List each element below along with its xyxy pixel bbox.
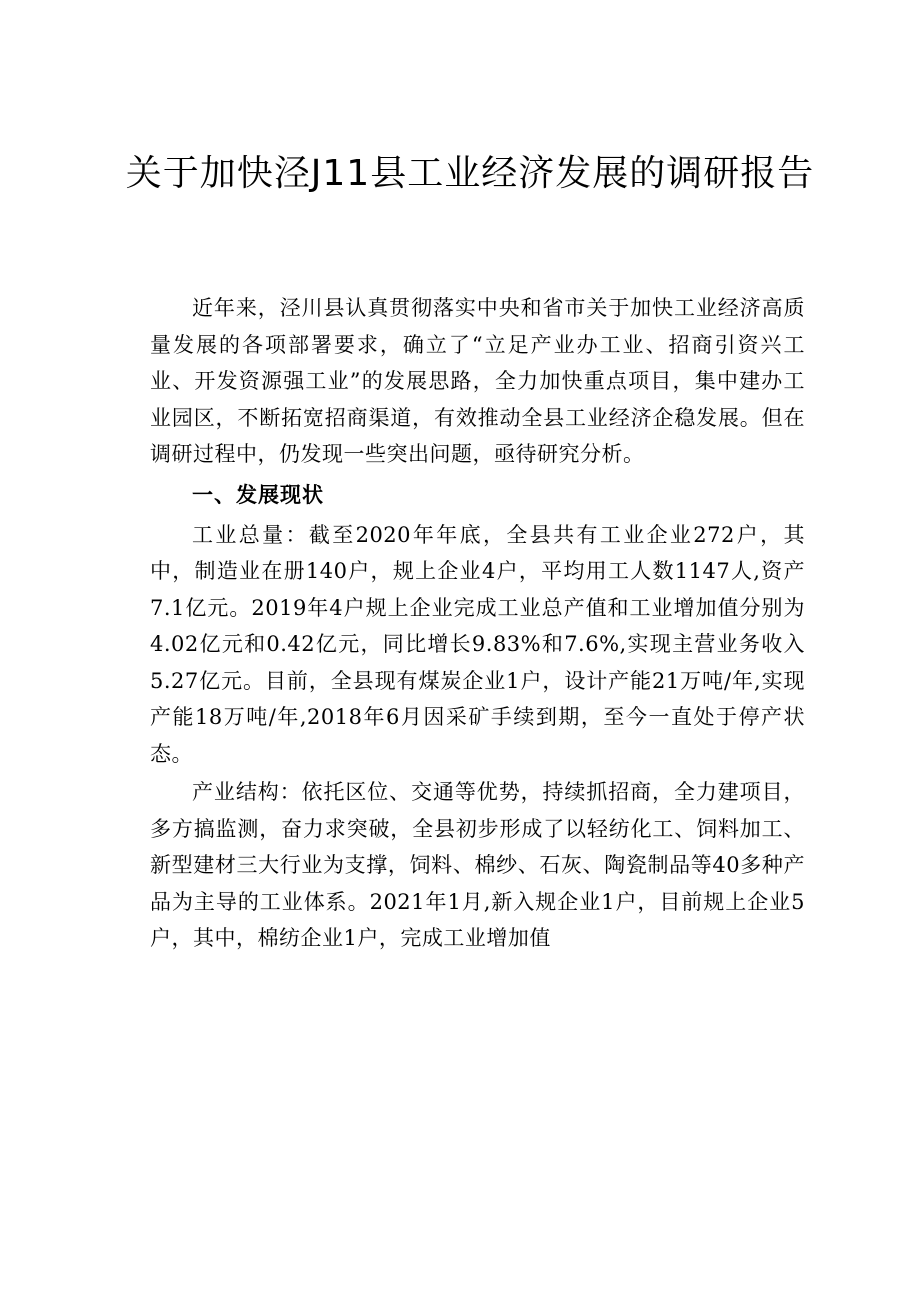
industry-structure-paragraph: 产业结构：依托区位、交通等优势，持续抓招商，全力建项目，多方搞监测，奋力求突破，全县初步形成了以轻纺化工、饲料加工、新型建材三大行业为支撑，饲料、棉纱、石灰、陶瓷制品等40多种产品为主导的工业体系。2021年1月,新入规企业1户，目前规上企业5户，其中，棉纺企业1户，完成工业增加值	[150, 780, 805, 950]
document-body	[150, 290, 805, 957]
section-heading-development-status: 一、发展现状	[192, 482, 324, 507]
total-volume-paragraph: 工业总量：截至2020年年底，全县共有工业企业272户，其中，制造业在册140户，规上企业4户，平均用工人数1147人,资产7.1亿元。2019年4户规上企业完成工业总产值和工业增加值分别为4.02亿元和0.42亿元，同比增长9.83%和7.6%,实现主营业务收入5.27亿元。目前，全县现有煤炭企业1户，设计产能21万吨/年,实现产能18万吨/年,2018年6月因采矿手续到期，至今一直处于停产状态。	[150, 522, 805, 766]
intro-paragraph: 近年来，泾川县认真贯彻落实中央和省市关于加快工业经济高质量发展的各项部署要求，确立了“立足产业办工业、招商引资兴工业、开发资源强工业”的发展思路，全力加快重点项目，集中建办工业园区，不断拓宽招商渠道，有效推动全县工业经济企稳发展。但在调研过程中，仍发现一些突出问题，亟待研究分析。	[150, 296, 805, 466]
document-title: 关于加快泾J11县工业经济发展的调研报告	[125, 153, 815, 194]
